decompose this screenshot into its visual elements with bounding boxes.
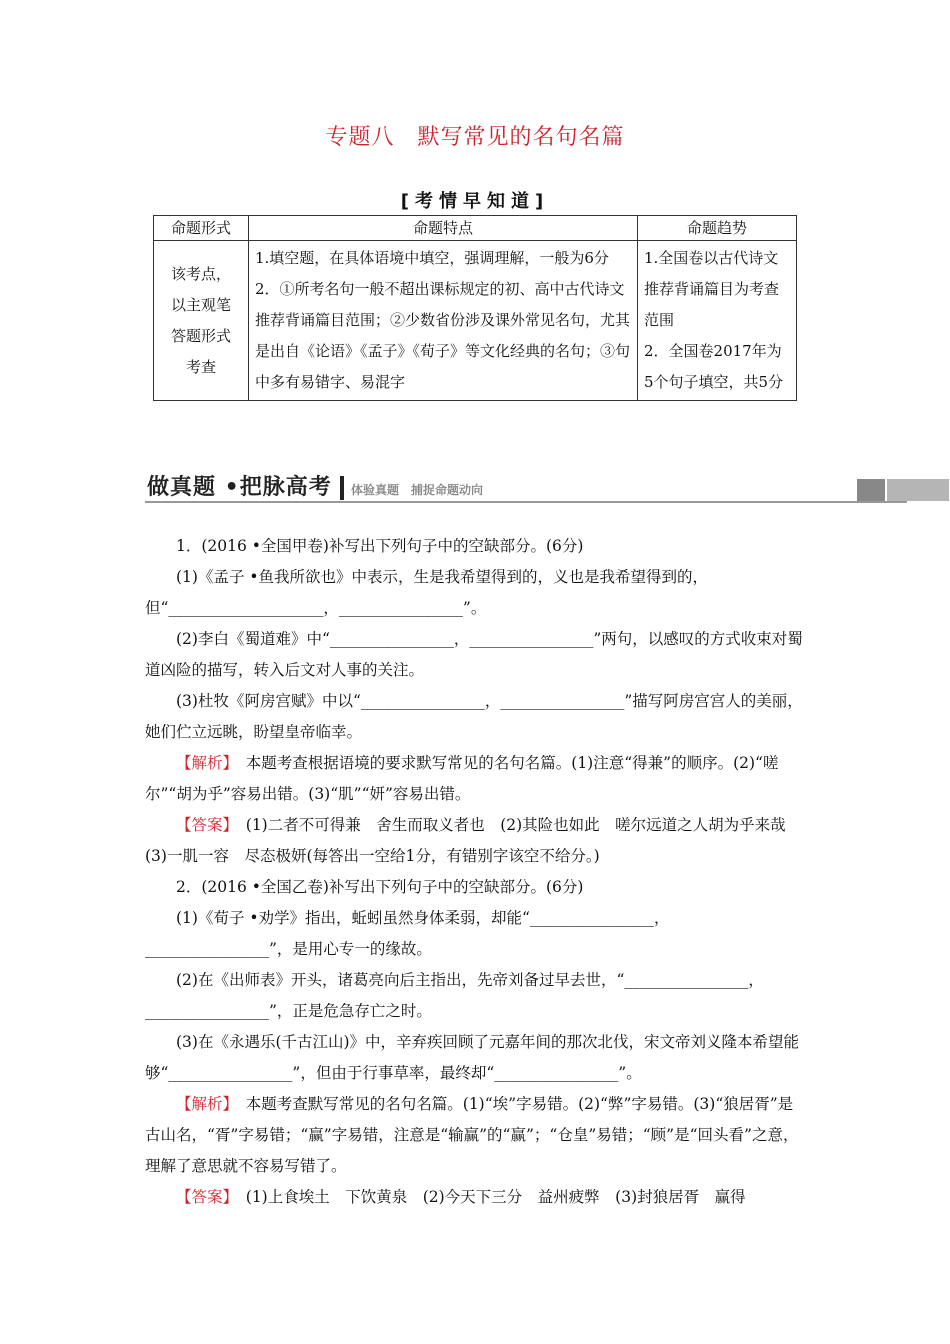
question-item: (2)在《出师表》开头，诸葛亮向后主指出，先帝刘备过早去世，“________________，________________”，正是危急存亡之时。 [145, 971, 764, 1020]
banner-divider [340, 476, 344, 500]
cell-paragraph: 2．①所考名句一般不超出课标规定的初、高中古代诗文推荐背诵篇目范围；②少数省份涉及课外常见名句，尤其是出自《论语》《孟子》《荀子》等文化经典的名句；③句中多有易错字、易混字 [255, 280, 631, 391]
answer-paragraph [145, 810, 807, 872]
table-cell-trend [638, 241, 797, 401]
question-item: (1)《孟子 •鱼我所欲也》中表示，生是我希望得到的，义也是我希望得到的，但“____________________，________________”。 [145, 568, 709, 617]
cell-paragraph: 1.全国卷以古代诗文推荐背诵篇目为考查范围 [644, 249, 780, 329]
table-header-cell: 命题特点 [249, 216, 638, 241]
table-header-cell: 命题形式 [154, 216, 249, 241]
answer-tag: 【答案】 [176, 816, 231, 834]
analysis-paragraph [145, 1089, 807, 1182]
table-header-cell: 命题趋势 [638, 216, 797, 241]
table-cell-features [249, 241, 638, 401]
banner-decor-block [887, 479, 949, 501]
banner-subtitle: 体验真题 捕捉命题动向 [351, 483, 484, 497]
section-subtitle: [考情早知道] [400, 191, 550, 212]
table-row [154, 241, 797, 401]
question-item: (2)李白《蜀道难》中“________________，________________”两句，以感叹的方式收束对蜀道凶险的描写，转入后文对人事的关注。 [145, 630, 803, 679]
banner-decor-block [857, 479, 885, 501]
question-item: (3)杜牧《阿房宫赋》中以“________________，________________”描写阿房宫宫人的美丽，她们伫立远眺，盼望皇帝临幸。 [145, 692, 803, 741]
answer-text: (1)二者不可得兼 舍生而取义者也 (2)其险也如此 嗟尔远道之人胡为乎来哉 (3)一肌一容 尽态极妍(每答出一空给1分，有错别字该空不给分。) [145, 816, 802, 865]
question-item: (1)《荀子 •劝学》指出，蚯蚓虽然身体柔弱，却能“________________，________________”，是用心专一的缘故。 [145, 909, 670, 958]
cell-paragraph: 2．全国卷2017年为5个句子填空，共5分 [644, 342, 784, 391]
question-stem: 1．(2016 •全国甲卷)补写出下列句子中的空缺部分。(6分) [176, 537, 584, 555]
analysis-paragraph [145, 748, 807, 810]
exam-info-table [153, 215, 797, 401]
question-content [145, 531, 807, 1213]
answer-paragraph [145, 1182, 807, 1213]
answer-tag: 【答案】 [176, 1188, 231, 1206]
answer-text: (1)上食埃土 下饮黄泉 (2)今天下三分 益州疲弊 (3)封狼居胥 赢得 [230, 1188, 746, 1206]
question-stem: 2．(2016 •全国乙卷)补写出下列句子中的空缺部分。(6分) [176, 878, 584, 896]
analysis-text: 本题考查默写常见的名句名篇。(1)“埃”字易错。(2)“弊”字易错。(3)“狼居胥”是古山名，“胥”字易错；“赢”字易错，注意是“输赢”的“赢”；“仓皇”易错；“顾”是“回头看”之意，理解了意思就不容易写错了。 [145, 1095, 799, 1175]
cell-line: 答题形式 [170, 326, 231, 345]
table-cell-form [154, 241, 249, 401]
section-banner [145, 472, 907, 504]
cell-line: 该考点， [170, 264, 231, 283]
page-title: 专题八 默写常见的名句名篇 [325, 125, 625, 150]
analysis-tag: 【解析】 [176, 754, 231, 772]
cell-line: 考查 [185, 357, 216, 376]
question-item: (3)在《永遇乐(千古江山)》中，辛弃疾回顾了元嘉年间的那次北伐，宋文帝刘义隆本希望能够“________________”，但由于行事草率，最终却“________________”。 [145, 1033, 800, 1082]
analysis-text: 本题考查根据语境的要求默写常见的名句名篇。(1)注意“得兼”的顺序。(2)“嗟尔”“胡为乎”容易出错。(3)“肌”“妍”容易出错。 [145, 754, 779, 803]
cell-line: 以主观笔 [170, 295, 231, 314]
cell-paragraph: 1.填空题，在具体语境中填空，强调理解，一般为6分 [255, 249, 609, 267]
banner-title: 做真题 •把脉高考 [147, 475, 332, 500]
table-header-row [154, 216, 797, 241]
analysis-tag: 【解析】 [176, 1095, 231, 1113]
